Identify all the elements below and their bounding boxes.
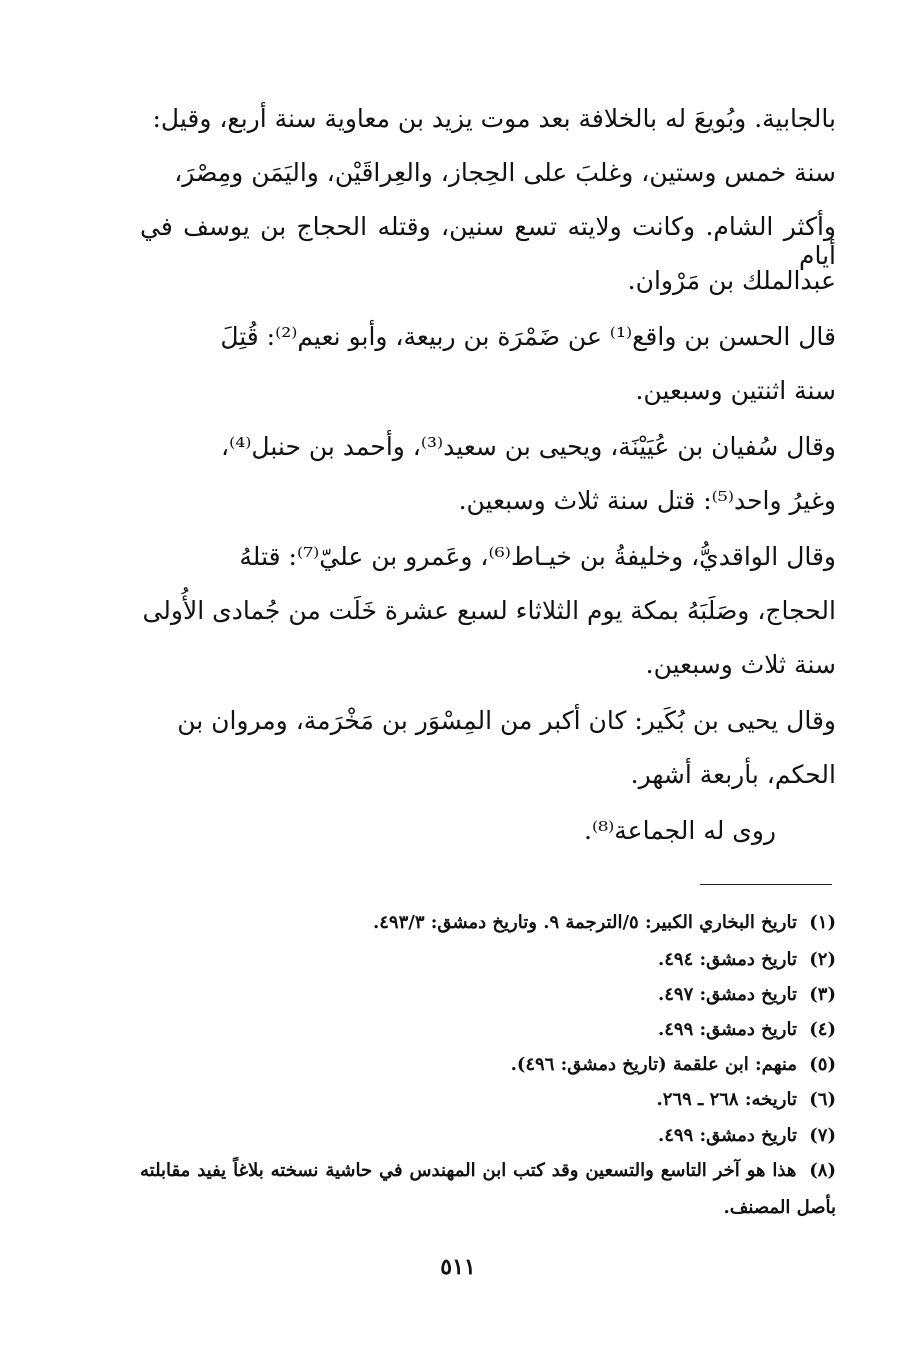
footnote-8 [140,1152,836,1226]
footnote-2-number: (٢) [809,949,836,970]
footnote-2-text: تاريخ دمشق: ٤٩٤. [657,949,797,970]
footnote-1 [140,904,836,941]
footnote-4-number: (٤) [809,1019,836,1040]
footnote-3-text: تاريخ دمشق: ٤٩٧. [657,984,797,1005]
page-number: ٥١١ [440,1254,476,1280]
footnote-5-number: (٥) [809,1054,836,1075]
footnote-1-text: تاريخ البخاري الكبير: ٥/الترجمة ٩. وتاريخ دمشق: ٤٩٣/٣. [372,912,797,933]
footnote-8-number: (٨) [809,1160,836,1181]
footnote-7-text: تاريخ دمشق: ٤٩٩. [657,1125,797,1146]
paragraph-1-line-4: عبدالملك بن مَرْوان. [627,266,836,295]
paragraph-3-line-2: وغيرُ واحد⁽⁵⁾: قتل سنة ثلاث وسبعين. [458,486,836,515]
paragraph-1-line-2: سنة خمس وستين، وغلبَ على الحِجاز، والعِراقَيْن، واليَمَن ومِصْرَ، [174,158,836,187]
paragraph-2-line-2: سنة اثنتين وسبعين. [635,376,836,405]
footnote-4-text: تاريخ دمشق: ٤٩٩. [657,1019,797,1040]
footnote-4 [140,1011,836,1048]
paragraph-4-line-1: وقال الواقديُّ، وخليفةُ بن خيـاط⁽⁶⁾، وعَمرو بن عليّ⁽⁷⁾: قتلهُ [239,542,836,571]
footnote-3 [140,976,836,1013]
footnote-6-number: (٦) [809,1089,836,1110]
footnote-7-number: (٧) [809,1125,836,1146]
paragraph-4-line-2: الحجاج، وصَلَبَهُ بمكة يوم الثلاثاء لسبع عشرة خَلَت من جُمادى الأُولى [142,596,836,625]
footnote-5 [140,1046,836,1083]
paragraph-2-line-1: قال الحسن بن واقع⁽¹⁾ عن ضَمْرَة بن ربيعة، وأبو نعيم⁽²⁾: قُتِلَ [220,322,836,351]
footnote-1-number: (١) [809,912,836,933]
footnote-2 [140,941,836,978]
paragraph-5-line-2: الحكم، بأربعة أشهر. [630,760,836,789]
footnote-7 [140,1117,836,1154]
paragraph-1-line-1: بالجابية. وبُويعَ له بالخلافة بعد موت يزيد بن معاوية سنة أربع، وقيل: [152,104,836,133]
paragraph-4-line-3: سنة ثلاث وسبعين. [645,650,836,679]
footnote-5-text: منهم: ابن علقمة (تاريخ دمشق: ٤٩٦). [510,1054,797,1075]
footnote-separator [700,884,832,885]
footnote-6-text: تاريخه: ٢٦٨ ـ ٢٦٩. [656,1089,797,1110]
footnote-3-number: (٣) [809,984,836,1005]
paragraph-3-line-1: وقال سُفيان بن عُيَيْنَة، ويحيى بن سعيد⁽³⁾، وأحمد بن حنبل⁽⁴⁾، [221,432,836,461]
paragraph-1-line-3: وأكثر الشام. وكانت ولايته تسع سنين، وقتله الحجاج بن يوسف في أيام [140,212,836,270]
footnote-8-text: هذا هو آخر التاسع والتسعين وقد كتب ابن المهندس في حاشية نسخته بلاغاً يفيد مقابلته بأصل المصنف. [140,1160,836,1218]
paragraph-5-line-1: وقال يحيى بن بُكَير: كان أكبر من المِسْوَر بن مَخْرَمة، ومروان بن [177,706,836,735]
paragraph-6-line-1: روى له الجماعة⁽⁸⁾. [584,816,776,845]
footnote-6 [140,1081,836,1118]
